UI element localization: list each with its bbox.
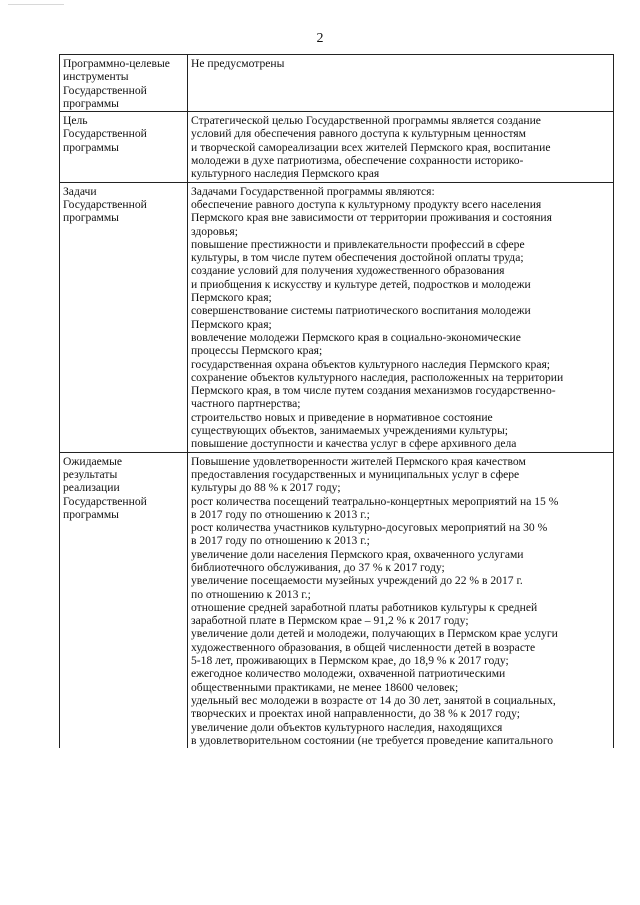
row-label-cell bbox=[60, 55, 188, 112]
row-content-line: строительство новых и приведение в нормативное состояние bbox=[191, 410, 493, 424]
row-content-line: по отношению к 2013 г.; bbox=[191, 587, 311, 601]
row-content-line: здоровья; bbox=[191, 224, 238, 238]
table-row bbox=[60, 182, 614, 452]
row-content-line: культуры, в том числе путем обеспечения достойной оплаты труда; bbox=[191, 251, 524, 265]
row-content-line: повышение доступности и качества услуг в сфере архивного дела bbox=[191, 437, 517, 451]
row-content-line: вовлечение молодежи Пермского края в социально-экономические bbox=[191, 330, 521, 344]
row-label-line: программы bbox=[63, 507, 119, 521]
row-content-line: рост количества посещений театрально-концертных мероприятий на 15 % bbox=[191, 494, 559, 508]
table-row bbox=[60, 112, 614, 182]
row-content-line: культуры до 88 % к 2017 году; bbox=[191, 481, 341, 495]
row-label-cell bbox=[60, 112, 188, 182]
row-content-cell bbox=[188, 55, 614, 112]
row-label-cell bbox=[60, 452, 188, 748]
row-content-line: увеличение доли населения Пермского края, охваченного услугами bbox=[191, 547, 524, 561]
row-content-cell bbox=[188, 182, 614, 452]
row-content-line: Не предусмотрены bbox=[191, 57, 285, 70]
row-label-line: инструменты bbox=[63, 70, 129, 84]
row-content-line: Пермского края; bbox=[191, 291, 272, 305]
row-content-line: молодежи в духе патриотизма, обеспечение сохранности историко- bbox=[191, 154, 524, 168]
row-content-cell bbox=[188, 452, 614, 748]
row-content-line: увеличение доли объектов культурного наследия, находящихся bbox=[191, 720, 503, 734]
row-content-line: рост количества участников культурно-досуговых мероприятий на 30 % bbox=[191, 521, 548, 535]
row-content-line: ежегодное количество молодежи, охваченной патриотическими bbox=[191, 667, 506, 681]
row-content-line: в 2017 году по отношению к 2013 г.; bbox=[191, 534, 370, 548]
row-label-line: программы bbox=[63, 96, 119, 110]
passport-table bbox=[59, 54, 614, 748]
row-label-line: Государственной bbox=[63, 127, 147, 141]
row-content-line: заработной плате в Пермском крае – 91,2 % к 2017 году; bbox=[191, 614, 469, 628]
row-content-line: создание условий для получения художественного образования bbox=[191, 264, 505, 278]
row-content-line: отношение средней заработной платы работников культуры к средней bbox=[191, 600, 538, 614]
row-content-line: 5-18 лет, проживающих в Пермском крае, до 18,9 % к 2017 году; bbox=[191, 654, 509, 668]
table-row bbox=[60, 55, 614, 112]
row-content-line: общественными практиками, не менее 18600 человек; bbox=[191, 680, 459, 694]
row-content-line: условий для обеспечения равного доступа к культурным ценностям bbox=[191, 127, 526, 141]
row-content-line: процессы Пермского края; bbox=[191, 344, 323, 358]
row-content-line: и приобщения к искусству и культуре детей, подростков и молодежи bbox=[191, 277, 531, 291]
table-row bbox=[60, 452, 614, 748]
row-content-line: удельный вес молодежи в возрасте от 14 до 30 лет, занятой в социальных, bbox=[191, 693, 556, 707]
row-content-line: государственная охрана объектов культурного наследия Пермского края; bbox=[191, 357, 551, 371]
row-label-line: Государственной bbox=[63, 197, 147, 211]
row-content-line: Повышение удовлетворенности жителей Пермского края качеством bbox=[191, 454, 526, 468]
row-content-line: предоставления государственных и муниципальных услуг в сфере bbox=[191, 467, 520, 481]
row-content-line: Стратегической целью Государственной программы является создание bbox=[191, 114, 541, 128]
row-content-line: библиотечного обслуживания, до 37 % к 2017 году; bbox=[191, 560, 445, 574]
page-number: 2 bbox=[316, 31, 324, 46]
row-label-line: Программно-целевые bbox=[63, 57, 170, 70]
row-content-line: обеспечение равного доступа к культурному продукту всего населения bbox=[191, 197, 542, 211]
row-label-line: Задачи bbox=[63, 184, 97, 198]
row-content-line: культурного наследия Пермского края bbox=[191, 167, 380, 181]
row-label-line: Государственной bbox=[63, 83, 147, 97]
row-label-line: результаты bbox=[63, 467, 118, 481]
row-label-line: программы bbox=[63, 140, 119, 154]
row-content-line: и творческой самореализации всех жителей Пермского края, воспитание bbox=[191, 140, 551, 154]
row-content-line: частного партнерства; bbox=[191, 397, 301, 411]
scan-artifact bbox=[8, 4, 64, 5]
row-label-line: Цель bbox=[63, 114, 88, 128]
row-content-line: творческих и проектах иной направленности, до 38 % к 2017 году; bbox=[191, 707, 520, 721]
row-content-line: существующих объектов, занимаемых учреждениями культуры; bbox=[191, 424, 508, 438]
row-label-cell bbox=[60, 182, 188, 452]
row-content-line: Пермского края, в том числе путем создания механизмов государственно- bbox=[191, 384, 556, 398]
row-content-line: сохранение объектов культурного наследия, расположенных на территории bbox=[191, 370, 564, 384]
row-label-line: Ожидаемые bbox=[63, 454, 123, 468]
row-content-line: в удовлетворительном состоянии (не требуется проведение капитального bbox=[191, 733, 554, 747]
row-content-line: совершенствование системы патриотического воспитания молодежи bbox=[191, 304, 531, 318]
row-content-line: Пермского края; bbox=[191, 317, 272, 331]
row-content-line: повышение престижности и привлекательности профессий в сфере bbox=[191, 237, 525, 251]
row-content-line: увеличение посещаемости музейных учреждений до 22 % в 2017 г. bbox=[191, 574, 523, 588]
row-content-line: в 2017 году по отношению к 2013 г.; bbox=[191, 507, 370, 521]
row-content-line: увеличение доли детей и молодежи, получающих в Пермском крае услуги bbox=[191, 627, 558, 641]
row-content-line: Пермского края вне зависимости от территории проживания и состояния bbox=[191, 211, 552, 225]
row-label-line: реализации bbox=[63, 481, 120, 495]
row-content-cell bbox=[188, 112, 614, 182]
row-label-line: Государственной bbox=[63, 494, 147, 508]
row-label-line: программы bbox=[63, 211, 119, 225]
row-content-line: художественного образования, в общей численности детей в возрасте bbox=[191, 640, 536, 654]
row-content-line: Задачами Государственной программы являются: bbox=[191, 184, 435, 198]
